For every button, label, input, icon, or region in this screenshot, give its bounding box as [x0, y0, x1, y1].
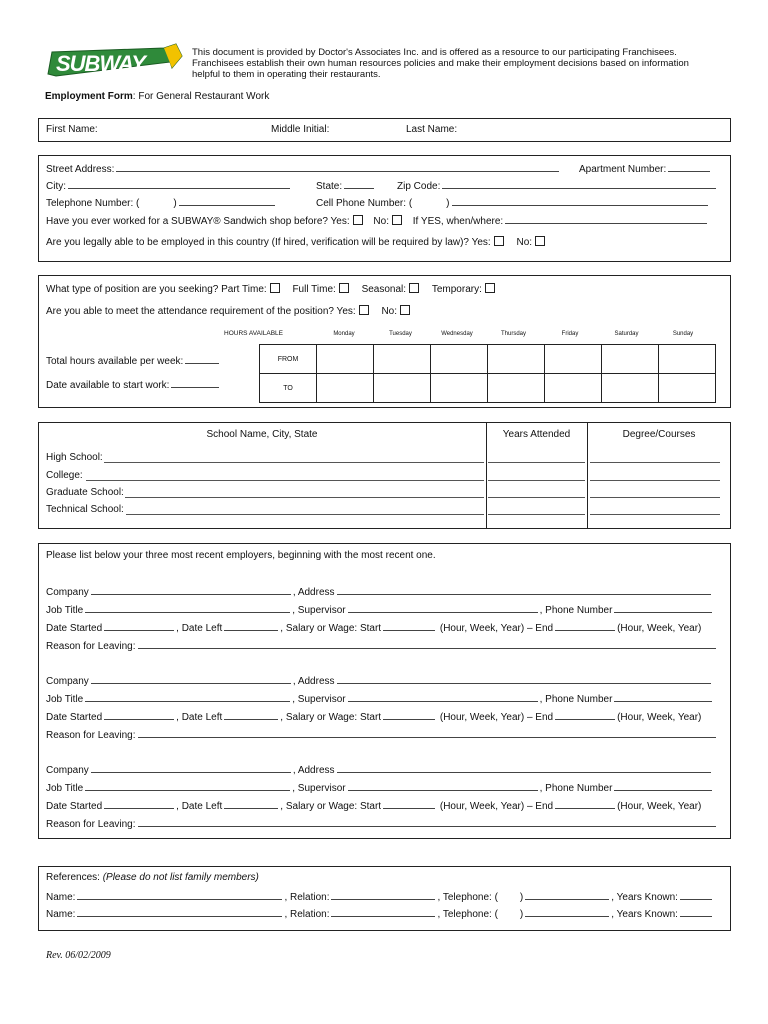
education-row [46, 487, 124, 498]
date-started-field[interactable] [104, 799, 174, 809]
hours-cell[interactable] [659, 374, 716, 403]
salary-end-field[interactable] [555, 710, 615, 720]
education-row-label: Technical School: [46, 504, 124, 515]
disclaimer-line-3: helpful to them in operating their restaurants. [192, 69, 381, 80]
education-years-field[interactable] [488, 514, 585, 515]
worked-before-row [46, 214, 709, 227]
temporary-checkbox[interactable] [485, 283, 495, 293]
if-yes-label: If YES, when/where: [412, 216, 504, 227]
attendance-yes-checkbox[interactable] [359, 305, 369, 315]
revision-date: Rev. 06/02/2009 [46, 950, 111, 961]
employer-company-row [46, 585, 713, 598]
education-years-field[interactable] [488, 462, 585, 463]
reference-row [46, 890, 714, 903]
salary-label: , Salary or Wage: Start [280, 801, 382, 812]
form-title-bold: Employment Form [45, 91, 133, 102]
education-row [46, 504, 124, 515]
hours-cell[interactable] [659, 345, 716, 374]
supervisor-field[interactable] [348, 603, 538, 613]
hours-cell[interactable] [602, 374, 659, 403]
ref-relation-field[interactable] [331, 907, 435, 917]
education-degree-field[interactable] [590, 497, 720, 498]
employer-job-row [46, 692, 714, 705]
reason-field[interactable] [138, 728, 716, 738]
education-col-years: Years Attended [502, 429, 571, 440]
ref-relation-field[interactable] [331, 890, 435, 900]
legally-yes-checkbox[interactable] [494, 236, 504, 246]
salary-start-field[interactable] [383, 621, 435, 631]
supervisor-label: , Supervisor [292, 605, 346, 616]
hours-cell[interactable] [545, 345, 602, 374]
zip-field[interactable] [442, 179, 716, 189]
education-degree-field[interactable] [590, 514, 720, 515]
hours-cell[interactable] [317, 374, 374, 403]
date-left-label: , Date Left [176, 801, 223, 812]
cell-paren: ) [446, 198, 450, 209]
attendance-label: Are you able to meet the attendance requirement of the position? Yes: [46, 306, 356, 317]
first-name-label: First Name: [46, 124, 98, 135]
last-name-label: Last Name: [406, 124, 458, 135]
state-field[interactable] [344, 179, 374, 189]
disclaimer [192, 47, 732, 80]
ref-years-label: , Years Known: [611, 892, 678, 903]
job-title-label: Job Title [46, 694, 84, 705]
seasonal-checkbox[interactable] [409, 283, 419, 293]
references-title: References: [46, 872, 100, 883]
job-title-field[interactable] [85, 692, 290, 702]
cell-field[interactable] [452, 196, 708, 206]
education-school-field[interactable] [104, 462, 484, 463]
telephone-label: Telephone Number: ( [46, 198, 140, 209]
form-title-rest: : For General Restaurant Work [132, 91, 270, 102]
employer-reason-row [46, 728, 718, 741]
logo-text: SUBWAY [56, 51, 145, 76]
day-label: Friday [561, 331, 579, 337]
hours-to-label: TO [260, 374, 317, 403]
reason-label: Reason for Leaving: [46, 641, 136, 652]
worked-before-no-checkbox[interactable] [392, 215, 402, 225]
company-field[interactable] [91, 674, 291, 684]
ref-years-field[interactable] [680, 907, 712, 917]
salary-start-field[interactable] [383, 710, 435, 720]
hwy-label: (Hour, Week, Year) [617, 712, 702, 723]
date-started-field[interactable] [104, 710, 174, 720]
education-years-field[interactable] [488, 480, 585, 481]
zip-row [397, 179, 718, 192]
employer-job-row [46, 781, 714, 794]
education-col-degree: Degree/Courses [622, 429, 696, 440]
hours-cell[interactable] [602, 345, 659, 374]
legally-no-label: No: [516, 237, 533, 248]
reason-field[interactable] [138, 639, 716, 649]
attendance-no-label: No: [381, 306, 397, 317]
address-label: , Address [292, 676, 335, 687]
middle-initial-label: Middle Initial: [271, 124, 330, 135]
employer-reason-row [46, 639, 718, 652]
hours-cell[interactable] [545, 374, 602, 403]
telephone-row [46, 196, 277, 209]
worked-before-yes-checkbox[interactable] [353, 215, 363, 225]
hours-cell[interactable] [431, 345, 488, 374]
seasonal-label: Seasonal: [361, 284, 407, 295]
ref-paren: ) [519, 909, 524, 920]
supervisor-field[interactable] [348, 781, 538, 791]
ref-telephone-field[interactable] [525, 890, 609, 900]
hours-cell[interactable] [488, 374, 545, 403]
part-time-checkbox[interactable] [270, 283, 280, 293]
street-address-field[interactable] [116, 162, 559, 172]
job-title-field[interactable] [85, 603, 290, 613]
company-label: Company [46, 765, 89, 776]
education-row-label: Graduate School: [46, 487, 124, 498]
hours-cell[interactable] [317, 345, 374, 374]
total-hours-field[interactable] [185, 354, 219, 364]
worked-before-label: Have you ever worked for a SUBWAY® Sandwich shop before? Yes: [46, 216, 350, 227]
hours-cell[interactable] [431, 374, 488, 403]
phone-label: , Phone Number [539, 605, 613, 616]
salary-start-field[interactable] [383, 799, 435, 809]
attendance-row [46, 305, 410, 317]
apartment-row [579, 162, 712, 175]
if-yes-field[interactable] [505, 214, 707, 224]
day-label: Tuesday [389, 331, 412, 337]
date-started-label: Date Started [46, 623, 103, 634]
date-left-label: , Date Left [176, 712, 223, 723]
address-field[interactable] [337, 585, 711, 595]
references-title-row [46, 872, 259, 883]
cell-row [316, 196, 710, 209]
phone-field[interactable] [614, 692, 712, 702]
ref-relation-label: , Relation: [284, 909, 330, 920]
hours-cell[interactable] [374, 374, 431, 403]
employer-job-row [46, 603, 714, 616]
ref-paren: ) [519, 892, 524, 903]
reason-field[interactable] [138, 817, 716, 827]
full-time-checkbox[interactable] [339, 283, 349, 293]
education-row [46, 470, 83, 481]
salary-end-field[interactable] [555, 799, 615, 809]
education-school-field[interactable] [86, 480, 484, 481]
ref-telephone-label: , Telephone: ( [437, 909, 498, 920]
phone-label: , Phone Number [539, 783, 613, 794]
supervisor-field[interactable] [348, 692, 538, 702]
hours-from-label: FROM [260, 345, 317, 374]
day-label: Sunday [672, 331, 694, 337]
ref-years-field[interactable] [680, 890, 712, 900]
education-school-field[interactable] [126, 514, 484, 515]
date-available-row [46, 378, 221, 391]
telephone-paren: ) [173, 198, 177, 209]
supervisor-label: , Supervisor [292, 783, 346, 794]
education-row-label: High School: [46, 452, 103, 463]
apartment-field[interactable] [668, 162, 710, 172]
legally-no-checkbox[interactable] [535, 236, 545, 246]
legally-row [46, 236, 545, 248]
state-row [316, 179, 376, 192]
temporary-label: Temporary: [431, 284, 482, 295]
ref-name-field[interactable] [77, 907, 282, 917]
state-label: State: [316, 181, 343, 192]
full-time-label: Full Time: [292, 284, 336, 295]
city-field[interactable] [68, 179, 290, 189]
total-hours-label: Total hours available per week: [46, 356, 184, 367]
hours-cell[interactable] [374, 345, 431, 374]
reason-label: Reason for Leaving: [46, 819, 136, 830]
attendance-no-checkbox[interactable] [400, 305, 410, 315]
day-label: Wednesday [441, 331, 473, 337]
day-label: Monday [333, 331, 355, 337]
education-degree-field[interactable] [590, 462, 720, 463]
day-label: Thursday [500, 331, 526, 337]
name-section [38, 118, 731, 142]
salary-end-field[interactable] [555, 621, 615, 631]
company-label: Company [46, 587, 89, 598]
ref-name-field[interactable] [77, 890, 282, 900]
phone-label: , Phone Number [539, 694, 613, 705]
street-address-label: Street Address: [46, 164, 115, 175]
total-hours-row [46, 354, 221, 367]
ref-telephone-field[interactable] [525, 907, 609, 917]
apartment-label: Apartment Number: [579, 164, 667, 175]
street-address-row [46, 162, 561, 175]
hwy-end-label: (Hour, Week, Year) – End [439, 801, 554, 812]
date-available-field[interactable] [171, 378, 219, 388]
date-left-label: , Date Left [176, 623, 223, 634]
company-field[interactable] [91, 763, 291, 773]
disclaimer-line-2: Franchisees establish their own human resources policies and make their employment decisions based on information [192, 58, 689, 69]
legally-label: Are you legally able to be employed in this country (If hired, verification will be required by law)? Yes: [46, 237, 491, 248]
hwy-label: (Hour, Week, Year) [617, 623, 702, 634]
worked-before-no-label: No: [373, 216, 389, 227]
employer-reason-row [46, 817, 718, 830]
city-label: City: [46, 181, 66, 192]
job-title-field[interactable] [85, 781, 290, 791]
education-col-school: School Name, City, State [206, 429, 318, 440]
part-time-label: What type of position are you seeking? Part Time: [46, 284, 267, 295]
zip-label: Zip Code: [397, 181, 441, 192]
date-started-field[interactable] [104, 621, 174, 631]
phone-field[interactable] [614, 603, 712, 613]
ref-years-label: , Years Known: [611, 909, 678, 920]
education-school-field[interactable] [125, 497, 484, 498]
date-started-label: Date Started [46, 712, 103, 723]
hours-grid [259, 344, 716, 403]
hours-available-label: HOURS AVAILABLE [224, 330, 284, 337]
ref-telephone-label: , Telephone: ( [437, 892, 498, 903]
address-field[interactable] [337, 763, 711, 773]
date-available-label: Date available to start work: [46, 380, 170, 391]
ref-name-label: Name: [46, 909, 76, 920]
position-type-row [46, 283, 495, 295]
company-field[interactable] [91, 585, 291, 595]
hwy-label: (Hour, Week, Year) [617, 801, 702, 812]
hwy-end-label: (Hour, Week, Year) – End [439, 712, 554, 723]
employer-dates-row [46, 799, 701, 812]
education-degree-field[interactable] [590, 480, 720, 481]
telephone-field[interactable] [179, 196, 275, 206]
cell-label: Cell Phone Number: ( [316, 198, 413, 209]
reference-row [46, 907, 714, 920]
employer-dates-row [46, 710, 701, 723]
city-row [46, 179, 292, 192]
reason-label: Reason for Leaving: [46, 730, 136, 741]
supervisor-label: , Supervisor [292, 694, 346, 705]
phone-field[interactable] [614, 781, 712, 791]
date-left-field[interactable] [224, 799, 278, 809]
hwy-end-label: (Hour, Week, Year) – End [439, 623, 554, 634]
subway-logo [44, 42, 184, 82]
employer-company-row [46, 674, 713, 687]
education-years-field[interactable] [488, 497, 585, 498]
date-started-label: Date Started [46, 801, 103, 812]
company-label: Company [46, 676, 89, 687]
references-note: (Please do not list family members) [102, 872, 259, 883]
address-label: , Address [292, 587, 335, 598]
address-field[interactable] [337, 674, 711, 684]
education-row-label: College: [46, 470, 83, 481]
job-title-label: Job Title [46, 783, 84, 794]
education-row [46, 452, 103, 463]
salary-label: , Salary or Wage: Start [280, 712, 382, 723]
day-label: Saturday [614, 331, 639, 337]
salary-label: , Salary or Wage: Start [280, 623, 382, 634]
hours-cell[interactable] [488, 345, 545, 374]
employers-intro: Please list below your three most recent employers, beginning with the most recent one. [46, 550, 436, 561]
employer-company-row [46, 763, 713, 776]
job-title-label: Job Title [46, 605, 84, 616]
date-left-field[interactable] [224, 710, 278, 720]
employer-dates-row [46, 621, 701, 634]
date-left-field[interactable] [224, 621, 278, 631]
form-title [45, 91, 269, 102]
ref-name-label: Name: [46, 892, 76, 903]
disclaimer-line-1: This document is provided by Doctor's Associates Inc. and is offered as a resource to our participating Franchisees. [192, 47, 677, 58]
address-label: , Address [292, 765, 335, 776]
ref-relation-label: , Relation: [284, 892, 330, 903]
